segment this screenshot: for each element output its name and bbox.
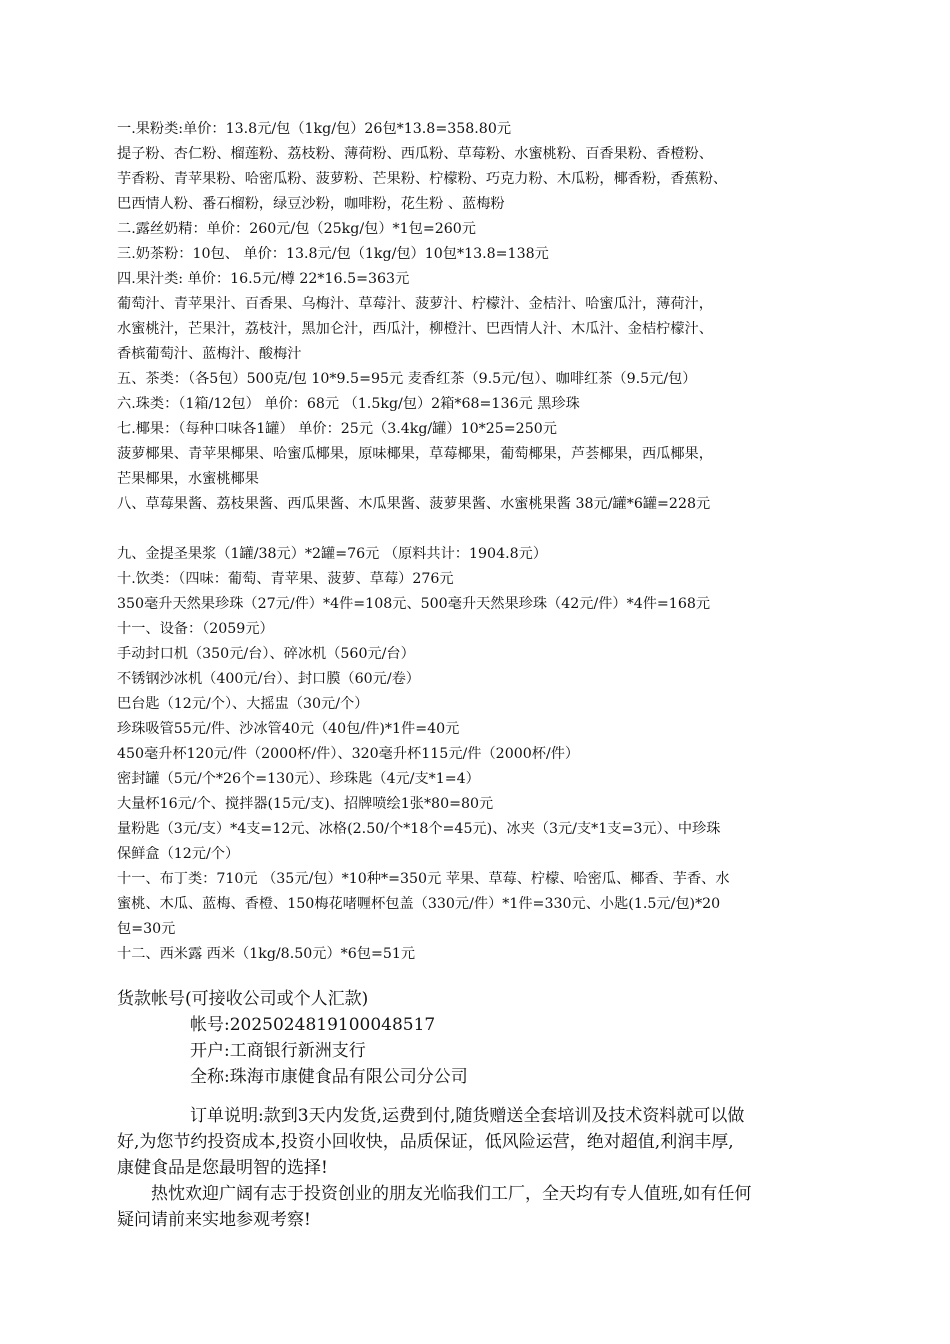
price-line-equipment: 十一、设备：（2059元） — [117, 621, 274, 637]
price-list — [117, 117, 837, 967]
price-line-fruit-powder: 一.果粉类:单价：13.8元/包（1kg/包）26包*13.8=358.80元 — [117, 121, 512, 137]
price-line-drinks: 十.饮类：（四味：葡萄、青苹果、菠萝、草莓）276元 — [117, 571, 454, 587]
price-line: 350毫升天然果珍珠（27元/件）*4件=108元、500毫升天然果珍珠（42元/件）*4件=168元 — [117, 596, 711, 612]
welcome-note-line: 热忱欢迎广阔有志于投资创业的朋友光临我们工厂，全天均有专人值班,如有任何 — [151, 1184, 752, 1204]
blank-line — [117, 517, 837, 542]
price-line-milk-tea: 三.奶茶粉：10包、 单价：13.8元/包（1kg/包）10包*13.8=138元 — [117, 246, 549, 262]
price-line: 450毫升杯120元/件（2000杯/件）、320毫升杯115元/件（2000杯/件） — [117, 746, 580, 762]
price-line: 芒果椰果，水蜜桃椰果 — [117, 471, 259, 487]
account-section — [117, 986, 837, 1090]
account-number: 帐号:2025024819100048517 — [190, 1015, 436, 1035]
price-line-jam: 八、草莓果酱、荔枝果酱、西瓜果酱、木瓜果酱、菠萝果酱、水蜜桃果酱 38元/罐*6罐=228元 — [117, 496, 711, 512]
account-name: 全称:珠海市康健食品有限公司分公司 — [190, 1067, 468, 1087]
price-line-pudding: 十一、布丁类：710元 （35元/包）*10种*=350元 苹果、草莓、柠檬、哈密瓜、椰香、芋香、水 — [117, 871, 730, 887]
price-line: 蜜桃、木瓜、蓝梅、香橙、150梅花啫喱杯包盖（330元/件）*1件=330元、小匙(1.5元/包)*20 — [117, 896, 721, 912]
price-line: 保鲜盒（12元/个） — [117, 846, 240, 862]
price-line: 巴台匙（12元/个）、大摇盅（30元/个） — [117, 696, 369, 712]
price-line: 水蜜桃汁，芒果汁，荔枝汁，黑加仑汁，西瓜汁，柳橙汁、巴西情人汁、木瓜汁、金桔柠檬汁、 — [117, 321, 713, 337]
price-line: 量粉匙（3元/支）*4支=12元、冰格(2.50/个*18个=45元)、冰夹（3元/支*1支=3元）、中珍珠 — [117, 821, 721, 837]
price-line-creamer: 二.露丝奶精：单价：260元/包（25kg/包）*1包=260元 — [117, 221, 476, 237]
price-line-syrup: 九、金提圣果浆（1罐/38元）*2罐=76元 （原料共计：1904.8元） — [117, 546, 548, 562]
price-line: 芋香粉、青苹果粉、哈密瓜粉、菠萝粉、芒果粉、柠檬粉、巧克力粉、木瓜粉，椰香粉，香蕉粉、 — [117, 171, 728, 187]
price-line-coconut: 七.椰果：（每种口味各1罐） 单价：25元（3.4kg/罐）10*25=250元 — [117, 421, 557, 437]
price-line: 珍珠吸管55元/件、沙冰管40元（40包/件)*1件=40元 — [117, 721, 460, 737]
account-heading: 货款帐号(可接收公司或个人汇款) — [117, 989, 369, 1009]
order-notes — [117, 1103, 837, 1233]
price-line: 大量杯16元/个、搅拌器(15元/支)、招牌喷绘1张*80=80元 — [117, 796, 494, 812]
order-note-line: 康健食品是您最明智的选择! — [117, 1158, 328, 1178]
price-line: 葡萄汁、青苹果汁、百香果、乌梅汁、草莓汁、菠萝汁、柠檬汁、金桔汁、哈蜜瓜汁，薄荷汁， — [117, 296, 713, 312]
order-note-line: 订单说明:款到3天内发货,运费到付,随货赠送全套培训及技术资料就可以做 — [190, 1106, 745, 1126]
price-line-sago: 十二、西米露 西米（1kg/8.50元）*6包=51元 — [117, 946, 416, 962]
price-line: 手动封口机（350元/台）、碎冰机（560元/台） — [117, 646, 415, 662]
price-line: 香槟葡萄汁、蓝梅汁、酸梅汁 — [117, 346, 302, 362]
price-line: 菠萝椰果、青苹果椰果、哈蜜瓜椰果，原味椰果，草莓椰果，葡萄椰果，芦荟椰果，西瓜椰果， — [117, 446, 713, 462]
account-bank: 开户:工商银行新洲支行 — [190, 1041, 366, 1061]
price-line: 提子粉、杏仁粉、榴莲粉、荔枝粉、薄荷粉、西瓜粉、草莓粉、水蜜桃粉、百香果粉、香橙粉、 — [117, 146, 713, 162]
price-line-tea: 五、茶类：（各5包）500克/包 10*9.5=95元 麦香红茶（9.5元/包）、咖啡红茶（9.5元/包） — [117, 371, 697, 387]
price-line-pearls: 六.珠类：（1箱/12包） 单价：68元 （1.5kg/包）2箱*68=136元 黑珍珠 — [117, 396, 580, 412]
price-line: 密封罐（5元/个*26个=130元）、珍珠匙（4元/支*1=4） — [117, 771, 480, 787]
price-line-juice: 四.果汁类: 单价：16.5元/樽 22*16.5=363元 — [117, 271, 410, 287]
price-line: 不锈钢沙冰机（400元/台）、封口膜（60元/卷） — [117, 671, 420, 687]
order-note-line: 好,为您节约投资成本,投资小回收快，品质保证，低风险运营，绝对超值,利润丰厚, — [117, 1132, 734, 1152]
price-line: 巴西情人粉、番石榴粉，绿豆沙粉，咖啡粉，花生粉 、蓝梅粉 — [117, 196, 505, 212]
welcome-note-line: 疑问请前来实地参观考察! — [117, 1210, 311, 1230]
price-line: 包=30元 — [117, 921, 176, 937]
